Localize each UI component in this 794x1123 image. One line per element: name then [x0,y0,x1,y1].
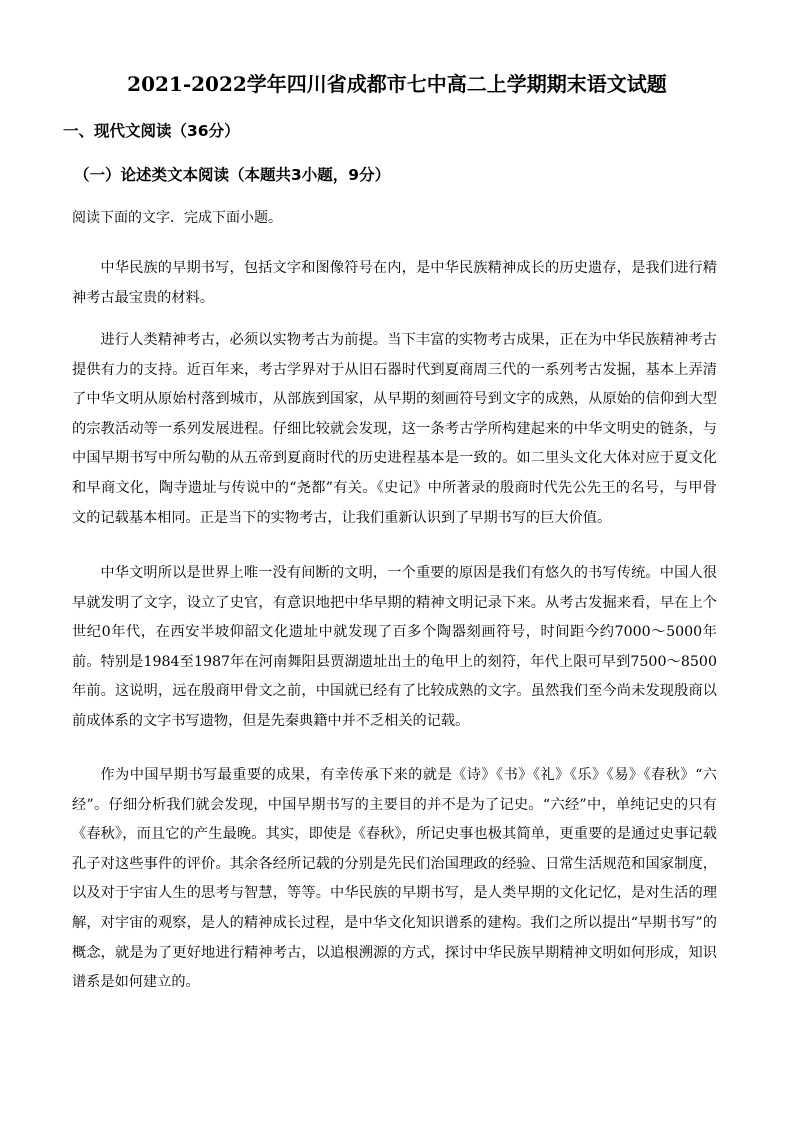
section-heading: 一、现代文阅读（36分） [63,122,240,140]
exam-title: 2021-2022学年四川省成都市七中高二上学期期末语文试题 [127,72,667,96]
passage-paragraph-1: 中华民族的早期书写，包括文字和图像符号在内，是中华民族精神成长的历史遗存，是我们进行精神考古最宝贵的材料。 [72,260,717,306]
passage-paragraph-3: 中华文明所以是世界上唯一没有间断的文明，一个重要的原因是我们有悠久的书写传统。中国人很早就发明了文字，设立了史官，有意识地把中华早期的精神文明记录下来。从考古发掘来看，早在上个世纪0年代，在西安半坡仰韶文化遗址中就发现了百多个陶器刻画符号，时间距今约7000～5000年前。特别是1984至1987年在河南舞阳县贾湖遗址出土的龟甲上的刻符，年代上限可早到7500～8500年前。这说明，远在殷商甲骨文之前，中国就已经有了比较成熟的文字。虽然我们至今尚未发现殷商以前成体系的文字书写遗物，但是先秦典籍中并不乏相关的记载。 [72,565,717,729]
subsection-heading: （一）论述类文本阅读（本题共3小题，9分） [74,166,391,184]
passage-paragraph-4: 作为中国早期书写最重要的成果，有幸传承下来的就是《诗》《书》《礼》《乐》《易》《春秋》“六经”。仔细分析我们就会发现，中国早期书写的主要目的并不是为了记史。“六经”中，单纯记史的只有《春秋》，而且它的产生最晚。其实，即使是《春秋》，所记史事也极其简单，更重要的是通过史事记载孔子对这些事件的评价。其余各经所记载的分别是先民们治国理政的经验、日常生活规范和国家制度，以及对于宇宙人生的思考与智慧，等等。中华民族的早期书写，是人类早期的文化记忆，是对生活的理解，对宇宙的观察，是人的精神成长过程，是中华文化知识谱系的建构。我们之所以提出“早期书写”的概念，就是为了更好地进行精神考古，以追根溯源的方式，探讨中华民族早期精神文明如何形成，知识谱系是如何建立的。 [72,767,717,991]
reading-instruction: 阅读下面的文字．完成下面小题。 [72,210,282,226]
passage-paragraph-2: 进行人类精神考古，必须以实物考古为前提。当下丰富的实物考古成果，正在为中华民族精神考古提供有力的支持。近百年来，考古学界对于从旧石器时代到夏商周三代的一系列考古发掘，基本上弄清了中华文明从原始村落到城市，从部族到国家，从早期的刻画符号到文字的成熟，从原始的信仰到大型的宗教活动等一系列发展进程。仔细比较就会发现，这一条考古学所构建起来的中华文明史的链条，与中国早期书写中所勾勒的从五帝到夏商时代的历史进程基本是一致的。如二里头文化大体对应于夏文化和早商文化，陶寺遗址与传说中的“尧都”有关。《史记》中所著录的殷商时代先公先王的名号，与甲骨文的记载基本相同。正是当下的实物考古，让我们重新认识到了早期书写的巨大价值。 [72,332,717,526]
